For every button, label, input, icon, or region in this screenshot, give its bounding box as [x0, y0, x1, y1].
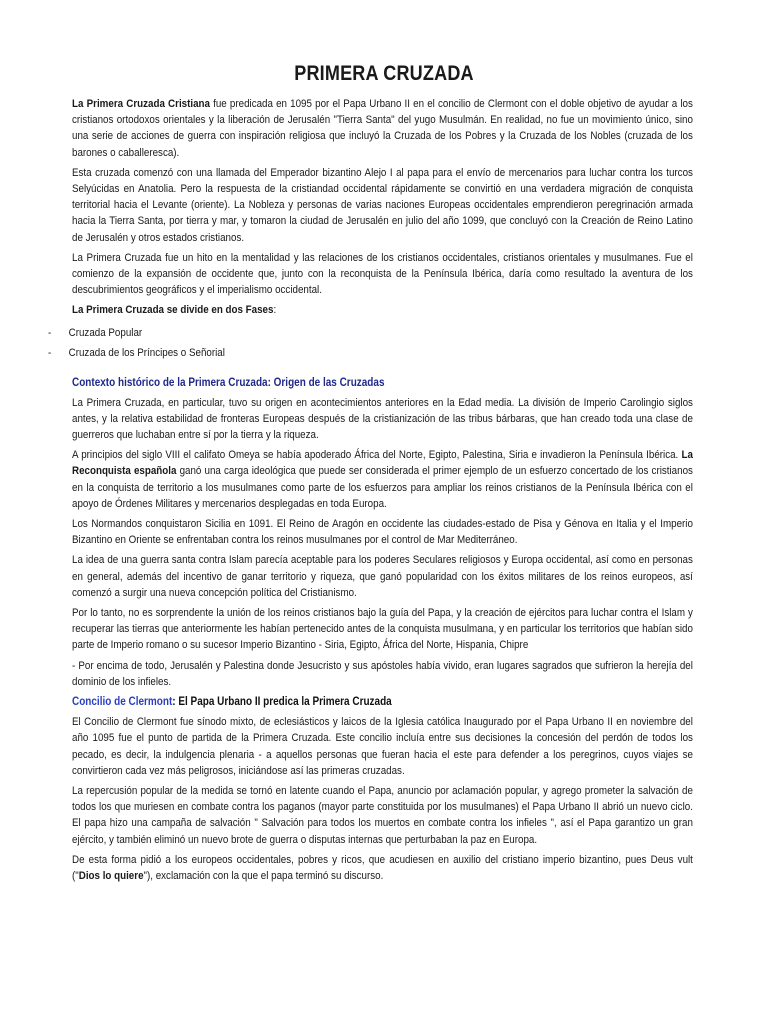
context-p2-a: A principios del siglo VIII el califato Omeya se había apoderado África del Norte, Egipto, Palestina, Siria e invadieron la Península Ibérica. [72, 449, 682, 462]
clermont-paragraph-3 [72, 852, 693, 884]
list-item [48, 343, 605, 363]
clermont-paragraph-1: El Concilio de Clermont fue sínodo mixto, de eclesiásticos y laicos de la Iglesia católica Inaugurado por el Papa Urbano II en noviembre del año 1095 fue el punto de partida de la Primera Cruzada. Este concilio incluía entre sus decisiones la concesión del perdón de todos los pecado, es decir, la indulgencia plenaria - a aquellos personas que fueran hacia el este para defender a los peregrinos, cuyos viajes se convirtieron cada vez más peligrosos, iniciándose así las primeras cruzadas. [72, 716, 693, 777]
section-heading-clermont [72, 694, 693, 710]
context-paragraph-3: Los Normandos conquistaron Sicilia en 1091. El Reino de Aragón en occidente las ciudades-estado de Pisa y Génova en Italia y el Imperio Bizantino en Oriente se enfrentaban contra los reinos musulmanes por el control de Mar Mediterráneo. [72, 518, 693, 547]
context-paragraph-4: La idea de una guerra santa contra Islam parecía aceptable para los poderes Seculares religiosos y Europa occidental, así como en personas en general, además del incentivo de ganar territorio y riqueza, que ganó popularidad con los éxitos militares de los reinos europeos, así comenzó a surgir una nueva concepción política del Cristianismo. [72, 554, 693, 599]
clermont-heading-blue: Concilio de Clermont [72, 695, 173, 709]
intro-lead-rest: fue predicada en 1095 por el Papa Urbano II en el concilio de Clermont con el doble objetivo de ayudar a los cristianos ortodoxos orientales y la liberación de Jerusalén "Tierra Santa" del yugo Musulmán. En realidad, no fue un movimiento único, sino una serie de acciones de guerra con inspiración religiosa que incluyó la Cruzada de los Pobres y la Cruzada de los Nobles (cruzada de los barones o caballeresca). [72, 98, 693, 159]
phase-label: Cruzada Popular [68, 326, 143, 339]
context-p2-b: ganó una carga ideológica que puede ser considerada el primer ejemplo de un esfuerzo concertado de los cristianos en la conquista de territorio a los musulmanes como parte de los esfuerzos para ampliar los reinos cristianos de la Península Ibérica con el apoyo de Órdenes Militares y mercenarios desplegadas en toda Europa. [72, 465, 693, 510]
section-heading-context: Contexto histórico de la Primera Cruzada: Origen de las Cruzadas [72, 375, 385, 389]
clermont-p3-a: De esta forma pidió a los europeos occidentales, pobres y ricos, que acudiesen en auxilio del cristiano imperio bizantino, pues Deus vult (" [72, 853, 693, 882]
phases-heading [72, 302, 693, 318]
intro-lead-bold: La Primera Cruzada Cristiana [72, 98, 210, 110]
intro-paragraph-1 [72, 96, 693, 161]
clermont-p3-bold: Dios lo quiere [78, 869, 144, 882]
context-paragraph-5: Por lo tanto, no es sorprendente la unión de los reinos cristianos bajo la guía del Papa, y la creación de ejércitos para luchar contra el Islam y recuperar las tierras que anteriormente les habían pertenecido antes de la conquista musulmana, y en particular los territorios que habían sido parte de Imperio romano o su sucesor Imperio Bizantino - Siria, Egipto, África del Norte, Hispania, Chipre [72, 607, 693, 652]
context-paragraph-1: La Primera Cruzada, en particular, tuvo su origen en acontecimientos anteriores en la Edad media. La división de Imperio Carolingio siglos antes, y la relativa estabilidad de fronteras Europeas después de la cristianización de las tribus bárbaras, que han creado toda una clase de guerreros que luchaban entre sí por la tierra y la riqueza. [72, 396, 693, 442]
clermont-heading-colon: : [172, 695, 179, 709]
bullet-dash-icon: - [48, 346, 52, 359]
phases-heading-colon: : [273, 304, 277, 317]
list-item [48, 323, 605, 343]
bullet-dash-icon: - [48, 326, 52, 339]
page-title: PRIMERA CRUZADA [294, 62, 474, 85]
clermont-paragraph-2: La repercusión popular de la medida se tornó en latente cuando el Papa, anuncio por aclamación popular, y agrego prometer la salvación de todos los que muriesen en combate contra los paganos (mayor parte constituida por los musulmanes) el Papa Urbano II abrió un nuevo ciclo. El papa hizo una campaña de salvación " Salvación para todos los muertos en combate contra los infieles ", así el Papa garantizo un gran ejército, y también eliminó un nuevo brote de guerra o disputas internas que perturbaban la paz en Europa. [72, 784, 693, 846]
context-paragraph-6: - Por encima de todo, Jerusalén y Palestina donde Jesucristo y sus apóstoles había vivido, eran lugares sagrados que sufrieron la herejía del dominio de los infieles. [72, 659, 693, 688]
phases-heading-bold: La Primera Cruzada se divide en dos Fases [72, 304, 274, 317]
clermont-p3-b: "), exclamación con la que el papa terminó su discurso. [143, 869, 384, 882]
intro-paragraph-3: La Primera Cruzada fue un hito en la mentalidad y las relaciones de los cristianos occidentales, cristianos orientales y musulmanes. Fue el comienzo de la expansión de occidente que, junto con la reconquista de la Península Ibérica, daría como resultado la aventura de los descubrimientos geográficos y el imperialismo occidental. [72, 251, 693, 297]
phase-label: Cruzada de los Príncipes o Señorial [68, 346, 225, 359]
context-p2-bold: La Reconquista española [72, 449, 693, 478]
phases-list [48, 323, 696, 363]
intro-paragraph-2: Esta cruzada comenzó con una llamada del Emperador bizantino Alejo I al papa para el envío de mercenarios para luchar contra los turcos Selyúcidas en Anatolia. Pero la respuesta de la cristiandad occidental rápidamente se convirtió en una verdadera migración de conquista territorial hacia el Levante (oriente). La Nobleza y personas de varias naciones Europeas occidentales emprendieron peregrinación armada hacia la Tierra Santa, por tierra y mar, y tomaron la ciudad de Jerusalén en julio del año 1099, que concluyó con la Creación de Reino Latino de Jerusalén y otros estados cristianos. [72, 166, 693, 244]
clermont-heading-black: El Papa Urbano II predica la Primera Cruzada [178, 695, 392, 709]
context-paragraph-2 [72, 447, 693, 512]
